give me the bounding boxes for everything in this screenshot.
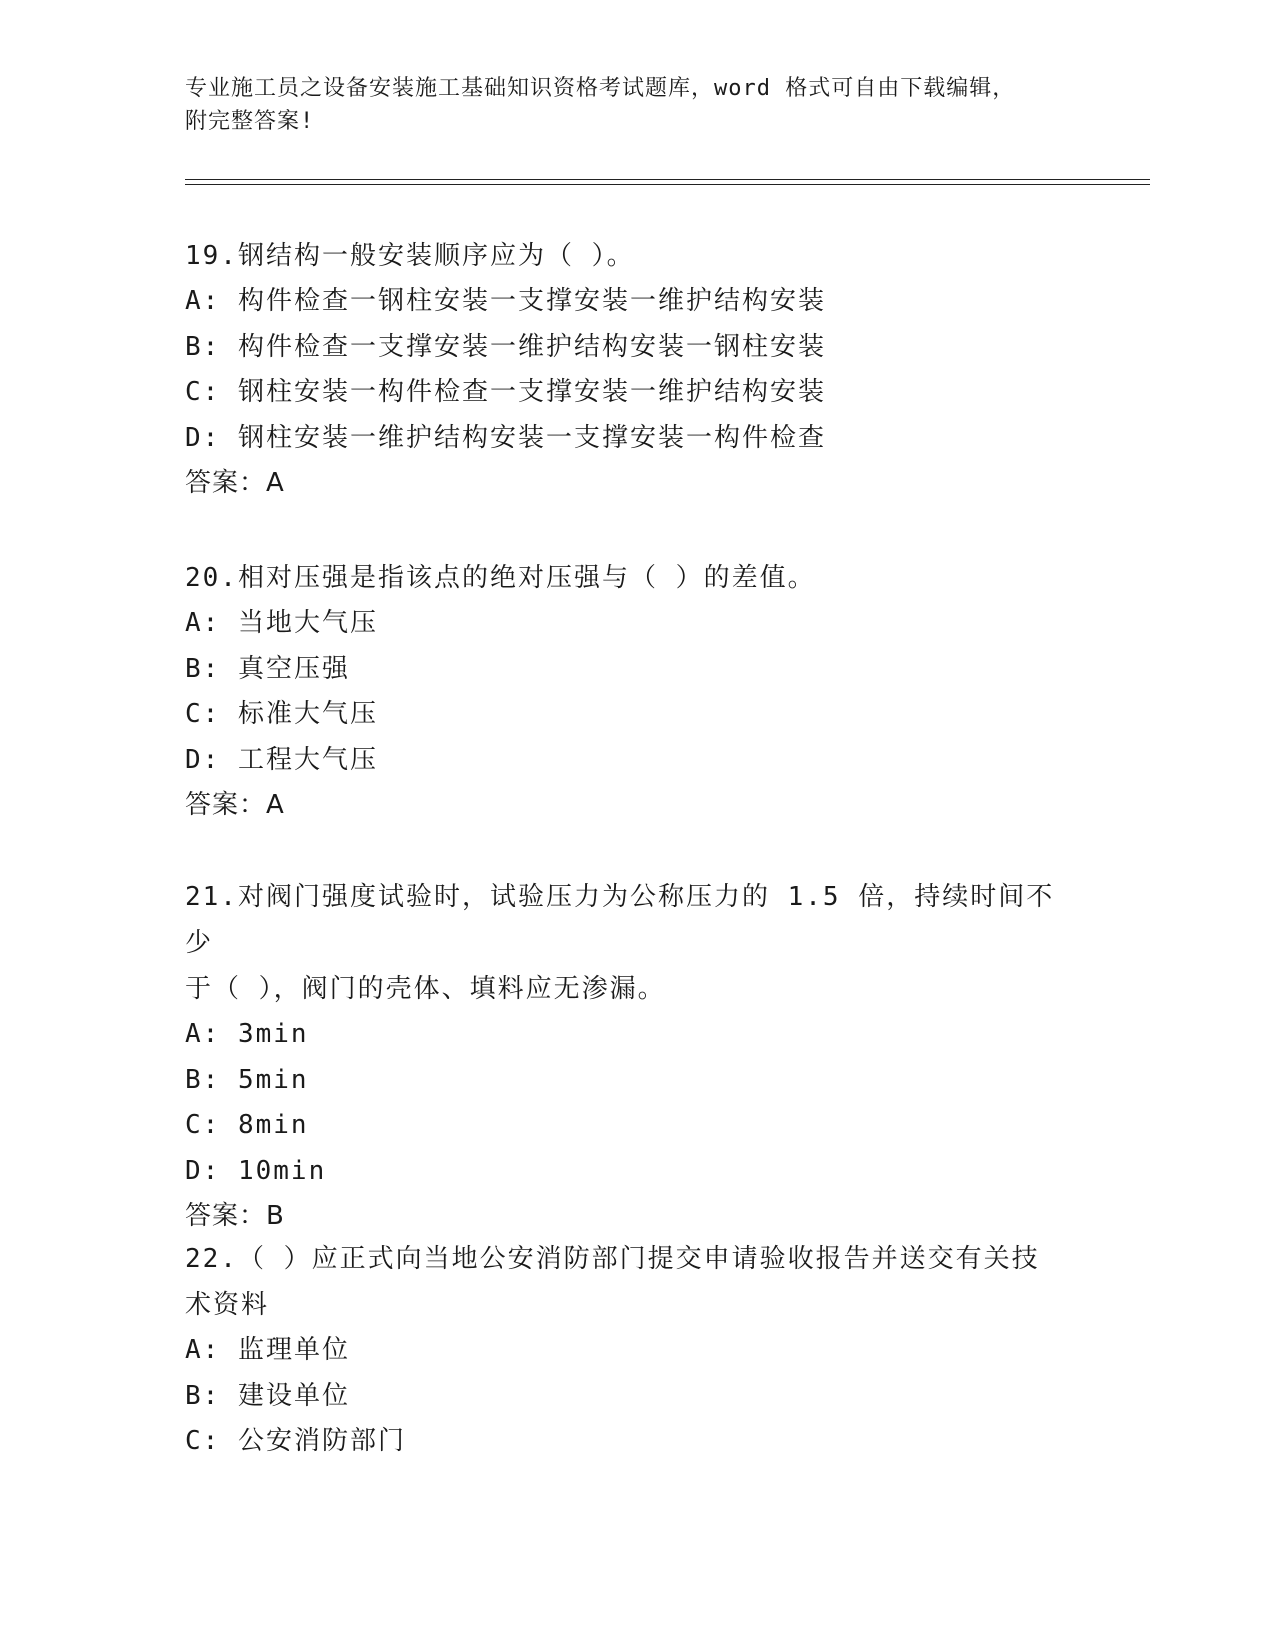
option-c: C: 公安消防部门 xyxy=(185,1426,406,1456)
option-c: C: 钢柱安装一构件检查一支撑安装一维护结构安装 xyxy=(185,377,826,407)
header-divider-top xyxy=(185,179,1150,180)
header-divider-bottom xyxy=(185,184,1150,185)
option-d: D: 钢柱安装一维护结构安装一支撑安装一构件检查 xyxy=(185,422,826,453)
option-a: A: 3min xyxy=(185,1019,309,1049)
option-a: A: 监理单位 xyxy=(185,1335,350,1365)
header-title-line-1: 专业施工员之设备安装施工基础知识资格考试题库，word 格式可自由下载编辑， xyxy=(185,76,1016,101)
option-a: A: 当地大气压 xyxy=(185,608,378,638)
question-stem: 19.钢结构一般安装顺序应为（ ）。 xyxy=(185,241,635,271)
option-a: A: 构件检查一钢柱安装一支撑安装一维护结构安装 xyxy=(185,286,826,316)
option-b: B: 真空压强 xyxy=(185,653,350,684)
option-d: D: 10min xyxy=(185,1155,327,1186)
option-d: D: 工程大气压 xyxy=(185,744,378,775)
question-19 xyxy=(185,233,1065,506)
question-stem-line-2: 于（ ），阀门的壳体、填料应无渗漏。 xyxy=(185,974,666,1004)
option-b: B: 构件检查一支撑安装一维护结构安装一钢柱安装 xyxy=(185,331,826,362)
question-stem-line-1: 21.对阀门强度试验时，试验压力为公称压力的 1.5 倍，持续时间不少 xyxy=(185,882,1055,958)
option-b: B: 5min xyxy=(185,1064,309,1095)
question-stem-line-2: 术资料 xyxy=(185,1290,270,1320)
answer: 答案：B xyxy=(185,1201,285,1231)
document-header xyxy=(185,72,1065,138)
question-21 xyxy=(185,874,1065,1239)
option-c: C: 8min xyxy=(185,1110,309,1140)
question-22 xyxy=(185,1236,1065,1465)
option-c: C: 标准大气压 xyxy=(185,699,378,729)
question-stem-line-1: 22.（ ）应正式向当地公安消防部门提交申请验收报告并送交有关技 xyxy=(185,1244,1040,1274)
header-title-line-2: 附完整答案! xyxy=(185,109,315,134)
answer: 答案：A xyxy=(185,468,285,498)
question-20 xyxy=(185,555,1065,828)
answer: 答案：A xyxy=(185,790,285,820)
option-b: B: 建设单位 xyxy=(185,1380,350,1411)
question-stem: 20.相对压强是指该点的绝对压强与（ ）的差值。 xyxy=(185,563,816,593)
